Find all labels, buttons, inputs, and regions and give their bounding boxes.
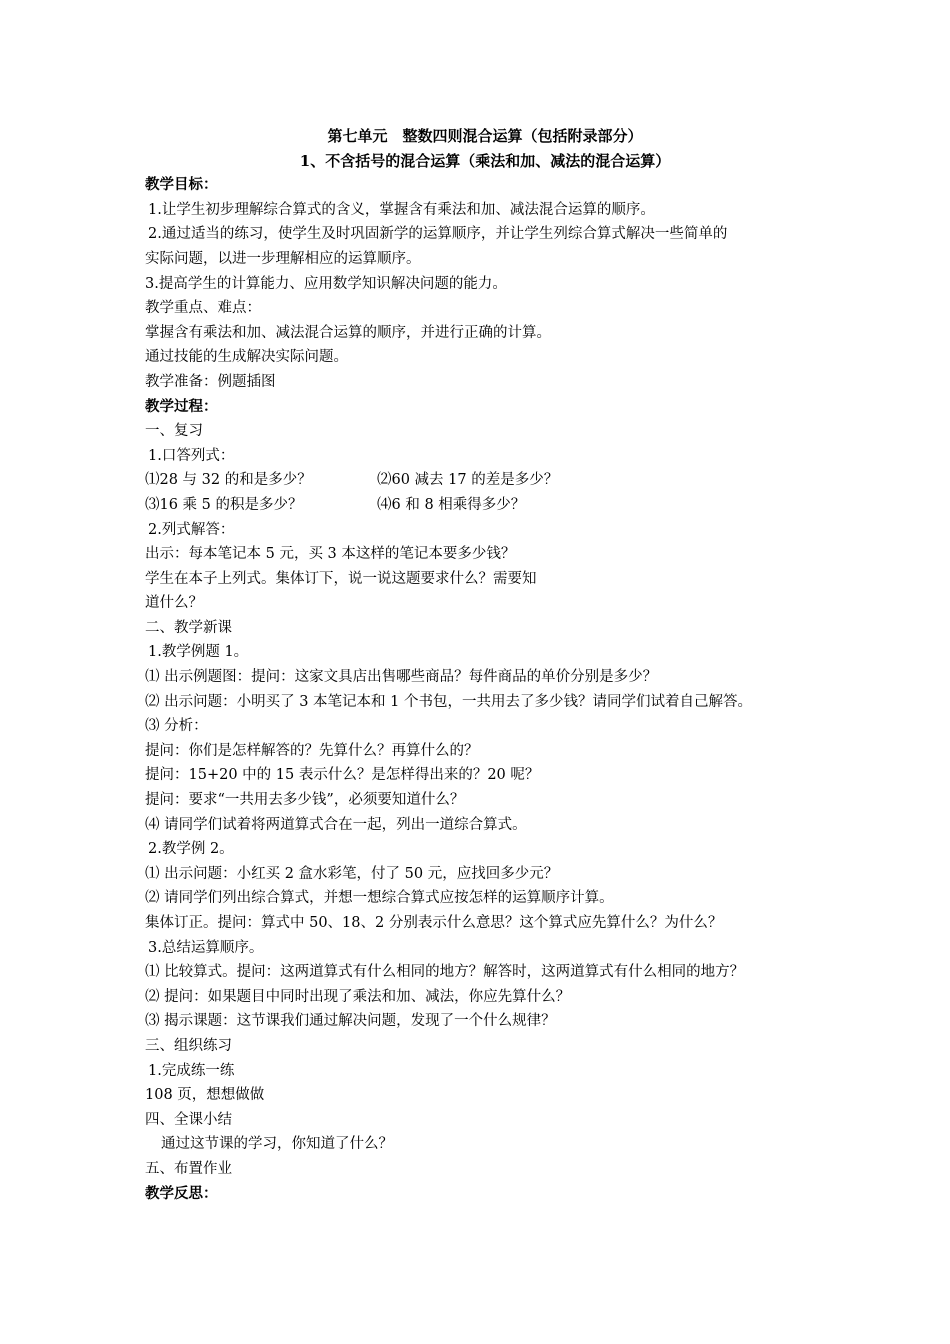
goals-heading: 教学目标： <box>145 176 218 194</box>
written-item: 出示：每本笔记本 5 元，买 3 本这样的笔记本要多少钱？ <box>145 546 516 563</box>
newlesson-heading: 二、教学新课 <box>145 619 232 636</box>
teaching-prep: 教学准备：例题插图 <box>145 373 276 390</box>
keypoints-heading: 教学重点、难点： <box>145 300 261 317</box>
keypoint-item: 通过技能的生成解决实际问题。 <box>145 349 348 366</box>
practice-item: 1.完成练一练 <box>148 1062 235 1079</box>
example2-step: ⑵ 请同学们列出综合算式，并想一想综合算式应按怎样的运算顺序计算。 <box>145 890 614 907</box>
written-item: 道什么？ <box>145 595 203 612</box>
oral-question: ⑷6 和 8 相乘得多少？ <box>377 496 526 513</box>
example2-step: 集体订正。提问：算式中 50、18、2 分别表示什么意思？这个算式应先算什么？为什么？ <box>145 915 723 931</box>
summary-step: ⑵ 提问：如果题目中同时出现了乘法和加、减法，你应先算什么？ <box>145 988 571 1005</box>
example1-step: ⑶ 分析： <box>145 718 208 735</box>
written-heading: 2.列式解答： <box>148 521 235 538</box>
example1-step: ⑷ 请同学们试着将两道算式合在一起，列出一道综合算式。 <box>145 816 527 833</box>
practice-heading: 三、组织练习 <box>145 1037 232 1054</box>
summary-step: ⑶ 揭示课题：这节课我们通过解决问题，发现了一个什么规律？ <box>145 1013 556 1030</box>
oral-question-row <box>145 468 825 493</box>
practice-item: 108 页，想想做做 <box>145 1087 265 1104</box>
document-title: 第七单元 整数四则混合运算（包括附录部分） <box>327 127 643 145</box>
keypoint-item: 掌握含有乘法和加、减法混合运算的顺序，并进行正确的计算。 <box>145 324 551 341</box>
oral-question-row <box>145 493 825 518</box>
summary-step: ⑴ 比较算式。提问：这两道算式有什么相同的地方？解答时，这两道算式有什么相同的地方？ <box>145 964 745 981</box>
goal-item: 3.提高学生的计算能力、应用数学知识解决问题的能力。 <box>145 275 507 292</box>
goal-item: 2.通过适当的练习，使学生及时巩固新学的运算顺序，并让学生列综合算式解决一些简单的 <box>148 226 728 243</box>
example1-step: ⑵ 出示问题：小明买了 3 本笔记本和 1 个书包，一共用去了多少钱？请同学们试着自己解答。 <box>145 693 752 710</box>
wrapup-heading: 四、全课小结 <box>145 1111 232 1128</box>
example2-step: ⑴ 出示问题：小红买 2 盒水彩笔，付了 50 元，应找回多少元？ <box>145 865 559 882</box>
lesson-subtitle: 1、不含括号的混合运算（乘法和加、减法的混合运算） <box>299 151 671 170</box>
oral-question: ⑶16 乘 5 的积是多少？ <box>145 496 303 513</box>
oral-heading: 1.口答列式： <box>148 447 235 464</box>
example1-heading: 1.教学例题 1。 <box>148 644 249 661</box>
document-page <box>145 124 825 1206</box>
oral-question: ⑵60 减去 17 的差是多少？ <box>377 472 559 489</box>
wrapup-text: 通过这节课的学习，你知道了什么？ <box>161 1136 393 1153</box>
process-heading: 教学过程： <box>145 397 218 415</box>
written-item: 学生在本子上列式。集体订下，说一说这题要求什么？需要知 <box>145 570 537 587</box>
oral-question: ⑴28 与 32 的和是多少？ <box>145 472 312 489</box>
example1-step: ⑴ 出示例题图：提问：这家文具店出售哪些商品？每件商品的单价分别是多少？ <box>145 669 658 686</box>
homework-heading: 五、布置作业 <box>145 1160 232 1177</box>
goal-item: 1.让学生初步理解综合算式的含义，掌握含有乘法和加、减法混合运算的顺序。 <box>148 201 655 218</box>
example1-step: 提问：要求“一共用去多少钱”，必须要知道什么？ <box>145 792 465 809</box>
summary-heading: 3.总结运算顺序。 <box>148 939 264 956</box>
example2-heading: 2.教学例 2。 <box>148 841 234 858</box>
goal-item-continued: 实际问题，以进一步理解相应的运算顺序。 <box>145 250 421 267</box>
example1-step: 提问：你们是怎样解答的？先算什么？再算什么的？ <box>145 742 479 759</box>
reflection-heading: 教学反思： <box>145 1184 218 1202</box>
review-heading: 一、复习 <box>145 423 203 440</box>
example1-step: 提问：15+20 中的 15 表示什么？是怎样得出来的？20 呢？ <box>145 767 540 784</box>
